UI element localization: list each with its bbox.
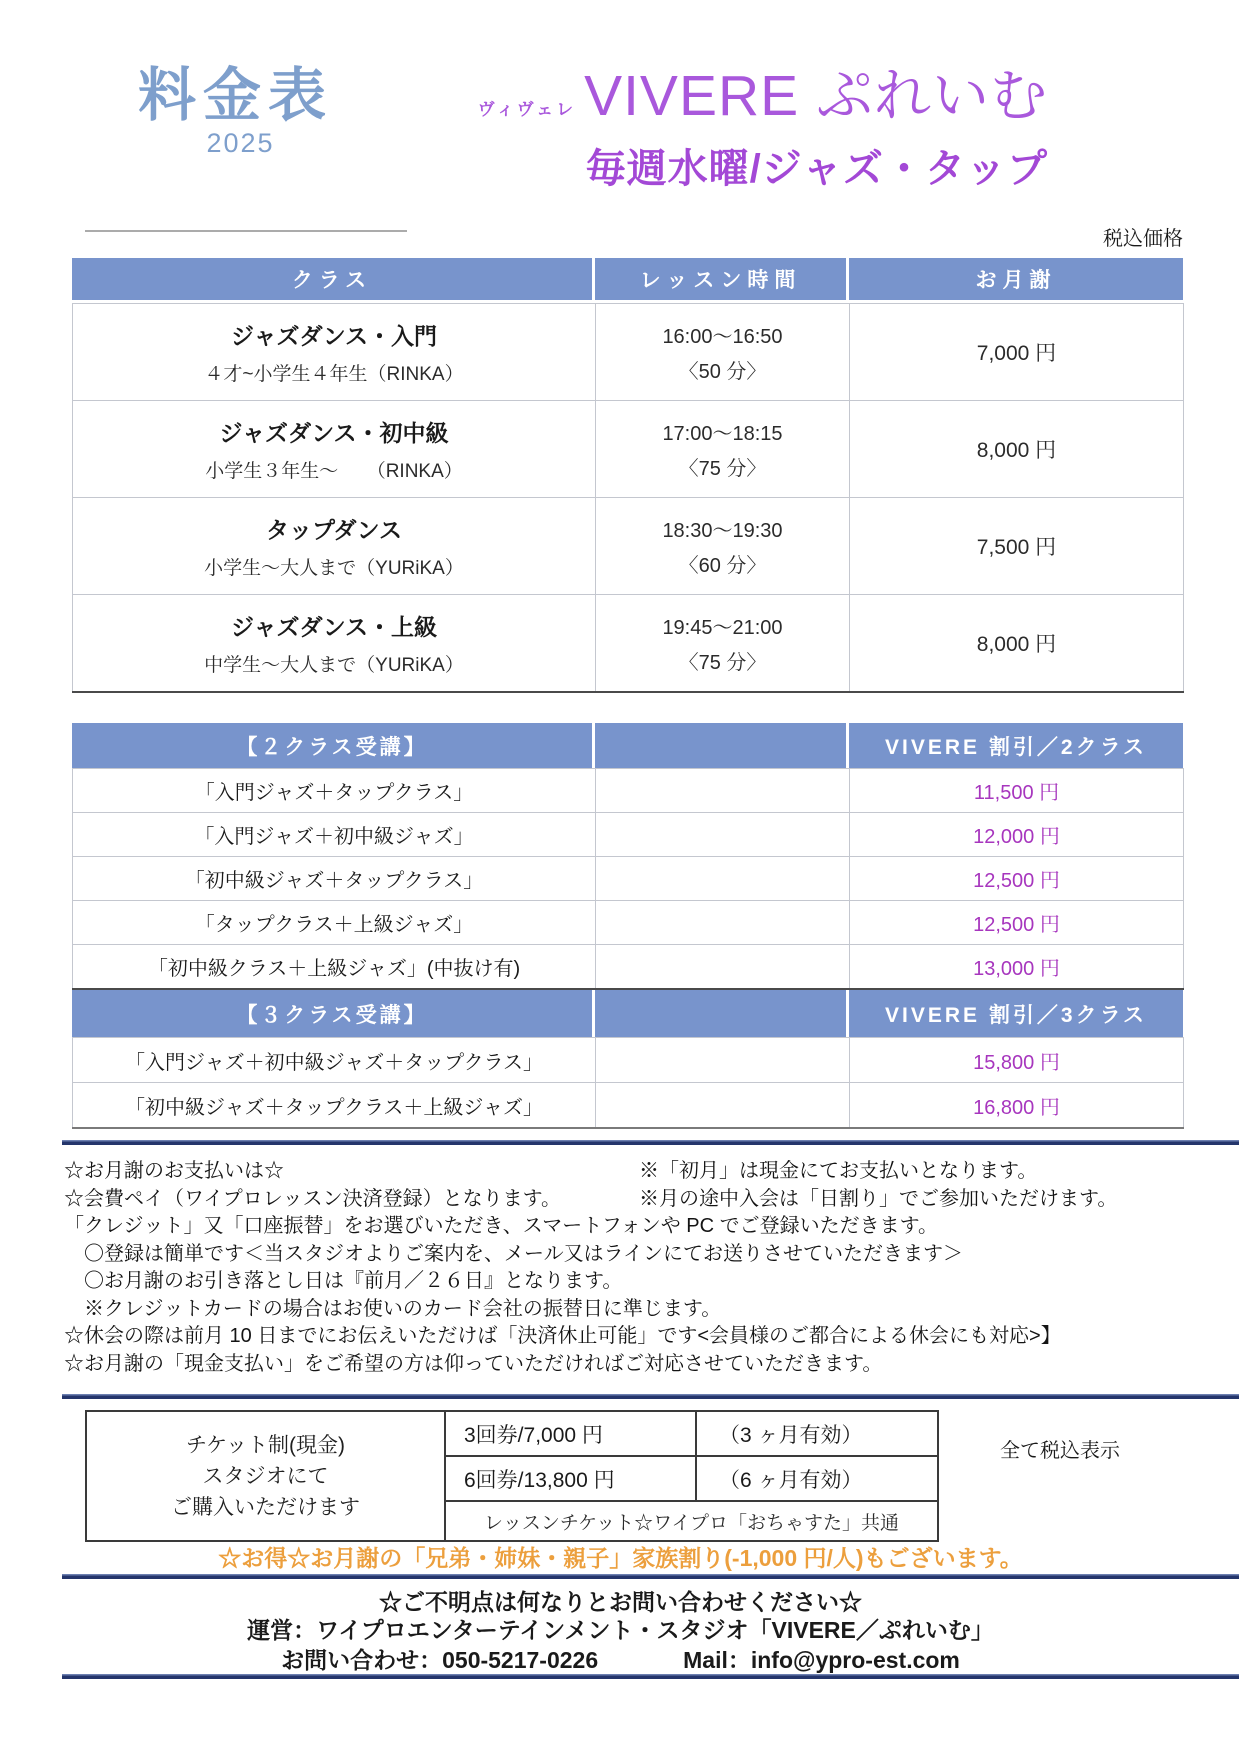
class-time: 18:30～19:30: [662, 520, 783, 542]
discount-price: 16,800 円: [850, 1083, 1184, 1129]
class-duration: 〈75 分〉: [678, 652, 767, 674]
class-time: 17:00～18:15: [662, 423, 783, 445]
discount2-price-header: VIVERE 割引／2クラス: [849, 723, 1183, 768]
class-price: 7,000 円: [976, 342, 1057, 365]
payment-notes: [64, 1158, 1191, 1378]
discount-spacer: [596, 945, 850, 990]
class-row: [73, 595, 1184, 693]
ticket-row: [86, 1411, 938, 1456]
brand-line: [478, 50, 1048, 132]
separator-line: [62, 1674, 1239, 1679]
discount-row: [73, 1038, 1184, 1083]
separator-line: [62, 1394, 1239, 1399]
discount-row: [73, 1083, 1184, 1129]
discount2-title: 【２クラス受講】: [72, 723, 592, 768]
discount-name: 「入門ジャズ＋初中級ジャズ」: [73, 813, 596, 857]
class-detail: 小学生～大人まで（YURiKA）: [204, 558, 464, 579]
note-line: [64, 1186, 1191, 1214]
discount-price: 12,500 円: [850, 901, 1184, 945]
class-name: ジャズダンス・上級: [230, 614, 438, 640]
monthly-header-time: レッスン時間: [595, 258, 846, 300]
discount3-table: [72, 1037, 1184, 1129]
discount-price: 12,000 円: [850, 813, 1184, 857]
discount3-header: [72, 990, 1183, 1037]
discount3-price-header: VIVERE 割引／3クラス: [849, 990, 1183, 1037]
note-line: 「クレジット」又「口座振替」をお選びいただき、スマートフォンや PC でご登録いただきます。: [64, 1215, 938, 1237]
class-name: タップダンス: [266, 517, 402, 543]
discount-row: [73, 857, 1184, 901]
discount-name: 「初中級クラス＋上級ジャズ」(中抜け有): [73, 945, 596, 990]
class-name: ジャズダンス・初中級: [219, 420, 449, 446]
discount3-header-spacer: [595, 990, 846, 1037]
note-left: ☆会費ペイ（ワイプロレッスン決済登録）となります。: [64, 1187, 561, 1210]
separator-line: [62, 1140, 1239, 1145]
ticket-name: 3回券/7,000 円: [445, 1411, 696, 1456]
discount-name: 「入門ジャズ＋初中級ジャズ＋タップクラス」: [73, 1038, 596, 1083]
class-duration: 〈75 分〉: [678, 458, 767, 480]
ticket-shared-note: レッスンチケット☆ワイプロ「おちゃすた」共通: [445, 1501, 938, 1541]
class-price: 7,500 円: [976, 536, 1057, 559]
discount2-table: [72, 768, 1184, 990]
ticket-name: 6回券/13,800 円: [445, 1456, 696, 1501]
discount-spacer: [596, 1083, 850, 1129]
discount-spacer: [596, 769, 850, 813]
separator-line: [62, 1574, 1239, 1579]
note-line: 〇お月謝のお引き落とし日は『前月／２６日』となります。: [64, 1270, 623, 1292]
ticket-validity: （3 ヶ月有効）: [696, 1411, 938, 1456]
discount3-title: 【３クラス受講】: [72, 990, 592, 1037]
discount-name: 「初中級ジャズ＋タップクラス」: [73, 857, 596, 901]
footer-operator: 運営：ワイプロエンターテインメント・スタジオ「VIVERE／ぷれいむ」: [247, 1617, 994, 1643]
class-detail: 小学生３年生～ （RINKA）: [205, 461, 463, 482]
class-name: ジャズダンス・入門: [230, 323, 438, 349]
ticket-label: [86, 1411, 445, 1541]
discount-name: 「入門ジャズ＋タップクラス」: [73, 769, 596, 813]
monthly-table-header: [72, 258, 1183, 300]
note-right: ※月の途中入会は「日割り」でご参加いただけます。: [639, 1187, 1118, 1210]
class-duration: 〈50 分〉: [678, 361, 767, 383]
class-time: 19:45～21:00: [662, 617, 783, 639]
footer-mail: Mail：info@ypro-est.com: [683, 1647, 960, 1673]
discount-row: [73, 945, 1184, 990]
class-price: 8,000 円: [976, 439, 1057, 462]
discount-spacer: [596, 813, 850, 857]
discount-spacer: [596, 1038, 850, 1083]
discount-price: 15,800 円: [850, 1038, 1184, 1083]
page-year: 2025: [206, 128, 275, 158]
discount-spacer: [596, 901, 850, 945]
header-divider-line: [85, 230, 407, 232]
discount-price: 12,500 円: [850, 857, 1184, 901]
monthly-header-class: クラス: [72, 258, 592, 300]
brand-ruby: ヴィヴェレ: [477, 100, 577, 119]
footer-phone: お問い合わせ：050-5217-0226: [281, 1647, 599, 1673]
brand-subtitle: 毎週水曜/ジャズ・タップ: [585, 147, 1048, 191]
brand-block: [478, 50, 1048, 194]
class-row: [73, 401, 1184, 498]
discount2-header: [72, 723, 1183, 768]
ticket-table: [85, 1410, 939, 1542]
tax-included-note: 全て税込表示: [1000, 1440, 1120, 1462]
discount-row: [73, 901, 1184, 945]
brand-name: VIVERE ぷれいむ: [584, 64, 1048, 128]
discount-spacer: [596, 857, 850, 901]
discount-row: [73, 769, 1184, 813]
note-line: ☆休会の際は前月 10 日までにお伝えいただけば「決済休止可能」です<会員様のご都合による休会にも対応>】: [64, 1325, 1061, 1347]
discount-price: 11,500 円: [850, 769, 1184, 813]
class-price: 8,000 円: [976, 633, 1057, 656]
class-row: [73, 498, 1184, 595]
note-line: ☆お月謝の「現金支払い」をご希望の方は仰っていただければご対応させていただきます。: [64, 1352, 883, 1375]
discount-price: 13,000 円: [850, 945, 1184, 990]
discount2-header-spacer: [595, 723, 846, 768]
note-right: ※「初月」は現金にてお支払いとなります。: [639, 1160, 1038, 1182]
footer-contact-line: [0, 1642, 1241, 1675]
ticket-label-line: スタジオにて: [202, 1464, 329, 1488]
discount-name: 「タップクラス＋上級ジャズ」: [73, 901, 596, 945]
note-line: [64, 1158, 1191, 1186]
discount-name: 「初中級ジャズ＋タップクラス＋上級ジャズ」: [73, 1083, 596, 1129]
class-detail: ４才~小学生４年生（RINKA）: [204, 364, 464, 385]
ticket-label-line: チケット制(現金): [185, 1433, 346, 1457]
tax-note: 税込価格: [1103, 228, 1183, 250]
class-duration: 〈60 分〉: [678, 555, 767, 577]
note-line: ※クレジットカードの場合はお使いのカード会社の振替日に準じます。: [64, 1297, 722, 1320]
note-left: ☆お月謝のお支払いは☆: [64, 1160, 284, 1182]
note-line: 〇登録は簡単です＜当スタジオよりご案内を、メール又はラインにてお送りさせていただきます＞: [64, 1242, 963, 1265]
ticket-validity: （6 ヶ月有効）: [696, 1456, 938, 1501]
monthly-header-fee: お月謝: [849, 258, 1183, 300]
family-discount-note: ☆お得☆お月謝の「兄弟・姉妹・親子」家族割り(-1,000 円/人)もございます。: [218, 1545, 1023, 1571]
footer-contact-invite: ☆ご不明点は何なりとお問い合わせください☆: [379, 1589, 862, 1615]
discount-row: [73, 813, 1184, 857]
class-detail: 中学生～大人まで（YURiKA）: [204, 655, 464, 676]
class-row: [73, 304, 1184, 401]
ticket-label-line: ご購入いただけます: [171, 1495, 360, 1519]
monthly-table: [72, 303, 1184, 693]
class-time: 16:00～16:50: [662, 326, 783, 348]
page-title: 料金表: [138, 63, 334, 128]
